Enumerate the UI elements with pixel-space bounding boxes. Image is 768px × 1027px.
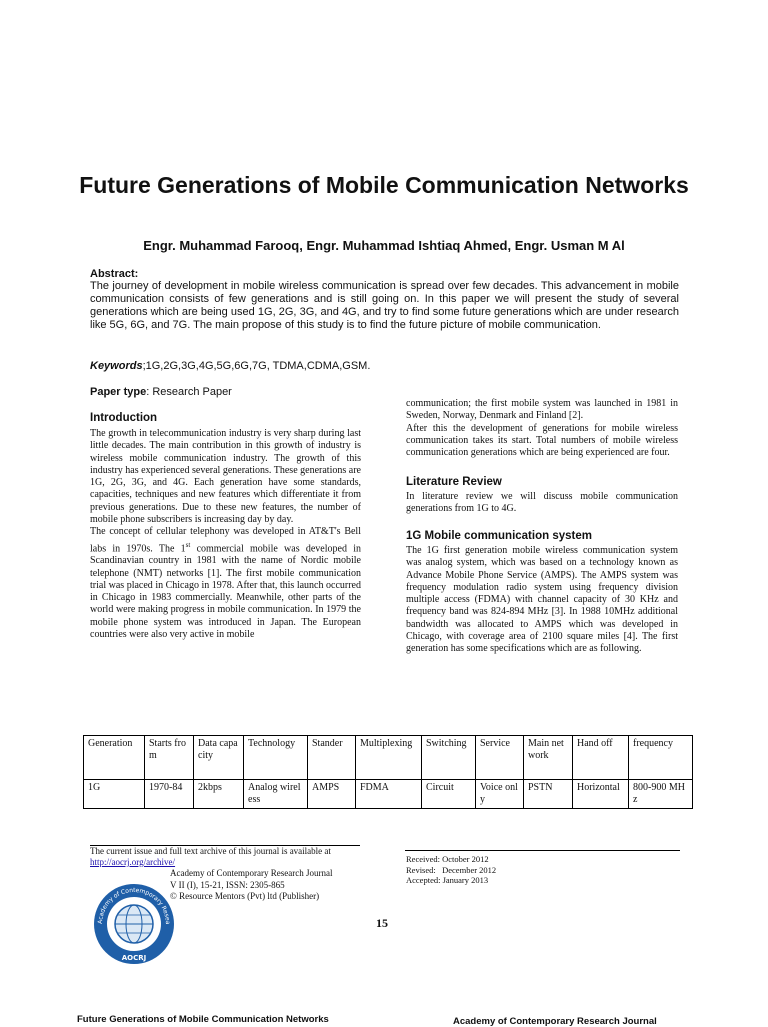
running-footer-right: Academy of Contemporary Research Journal — [453, 1016, 657, 1027]
introduction-p2-end: commercial mobile was developed in Scandinavian country in 1981 with the name of Nordic mobile telephone (NMT) networks [1]. The first mobile communication trial was placed in Chicago in 1978. After that, this launch occurred in Chicago in 1983 commercially. Meanwhile, other parts of the world were making progress in mobile communication. In 1979 the mobile phone system was introduced in Japan. The European countries were also very active in mobile — [90, 543, 361, 641]
introduction-p2-start: The concept of cellular telephony was developed in AT&T's Bell labs in 1970s. The 1 — [90, 526, 361, 554]
table-cell: Voice only — [476, 780, 524, 809]
table-header-cell: Generation — [84, 736, 145, 780]
table-cell: 800-900 MHz — [629, 780, 693, 809]
table-cell: FDMA — [356, 780, 422, 809]
journal-publisher: © Resource Mentors (Pvt) ltd (Publisher) — [170, 891, 320, 901]
table-header-cell: Main network — [524, 736, 573, 780]
literature-review-heading: Literature Review — [406, 476, 502, 488]
logo-ring-text: Academy of Contemporary Resea — [96, 886, 172, 925]
table-header-cell: Technology — [244, 736, 308, 780]
paper-type-line — [90, 386, 232, 398]
1g-section-heading: 1G Mobile communication system — [406, 530, 592, 542]
right-column-top — [406, 398, 678, 459]
introduction-heading: Introduction — [90, 412, 158, 424]
literature-review-text: In literature review we will discuss mobile communication generations from 1G to 4G. — [406, 491, 678, 515]
table-cell: AMPS — [308, 780, 356, 809]
journal-name: Academy of Contemporary Research Journal — [170, 868, 333, 878]
table-cell: Circuit — [422, 780, 476, 809]
1g-section-text: The 1G first generation mobile wireless communication system was analog system, which was based on a technology known as Advance Mobile Phone Service (AMPS). The AMPS system was frequency modulation radio system using frequency division multiple access (FDMA) with channel capacity of 30 KHz and frequency band was 824-894 MHz [3]. In 1988 10MHz additional bandwidth was allocated to AMPS which was developed in Chicago, with coverage area of 2100 square miles [4]. The first generation has some specifications which are as following. — [406, 545, 678, 655]
table-row — [84, 780, 693, 809]
revised-date: Revised: December 2012 — [406, 864, 497, 875]
table-header-cell: Stander — [308, 736, 356, 780]
accepted-date: Accepted: January 2013 — [406, 875, 489, 885]
archive-text: The current issue and full text archive of this journal is available at — [90, 846, 331, 856]
archive-note — [90, 846, 390, 868]
table-header-cell: Multiplexing — [356, 736, 422, 780]
running-footer-left: Future Generations of Mobile Communication Networks — [77, 1014, 329, 1025]
received-date: Received: October 2012 — [406, 854, 489, 864]
continuation-paragraph: communication; the first mobile system was launched in 1981 in Sweden, Norway, Denmark and Finland [2]. — [406, 398, 678, 422]
journal-info — [170, 868, 332, 903]
paper-authors: Engr. Muhammad Farooq, Engr. Muhammad Ishtiaq Ahmed, Engr. Usman M Al — [143, 238, 625, 253]
table-header-cell: Switching — [422, 736, 476, 780]
footer-divider-right — [405, 850, 680, 851]
introduction-paragraph-1: The growth in telecommunication industry is very sharp during last little decades. The main contribution in this growth of industry is wireless mobile communication industry. The growth of this industry has experienced several generations. These generations are 1G, 2G, 3G, and 4G. Each generation have some standards, capacities, techniques and new features which differentiate it from previous generations. Due to these new features, the number of mobile phone subscribers is increasing day by day. — [90, 428, 361, 526]
ordinal-superscript: st — [185, 540, 191, 549]
table-cell: Analog wireless — [244, 780, 308, 809]
table-cell: 1G — [84, 780, 145, 809]
introduction-paragraph-2 — [90, 526, 361, 641]
table-header-cell: frequency — [629, 736, 693, 780]
archive-link[interactable]: http://aocrj.org/archive/ — [90, 857, 176, 867]
paper-title: Future Generations of Mobile Communication Networks — [79, 172, 689, 198]
keywords-line — [90, 360, 370, 372]
after-paragraph: After this the development of generations for mobile wireless communication takes its start. Total numbers of mobile wireless communication generations which are being experienced are four. — [406, 422, 678, 459]
keywords-value: ;1G,2G,3G,4G,5G,6G,7G, TDMA,CDMA,GSM. — [142, 360, 371, 372]
page-number: 15 — [376, 916, 388, 930]
introduction-text — [90, 428, 361, 641]
journal-volume: V II (I), 15-21, ISSN: 2305-865 — [170, 879, 285, 890]
table-cell: 2kbps — [194, 780, 244, 809]
keywords-label: Keywords — [90, 360, 143, 372]
submission-dates — [406, 854, 496, 886]
table-header-cell: Service — [476, 736, 524, 780]
table-header-cell: Data capacity — [194, 736, 244, 780]
table-header-row — [84, 736, 693, 780]
abstract-heading: Abstract: — [90, 268, 139, 280]
table-cell: 1970-84 — [145, 780, 194, 809]
abstract-body: The journey of development in mobile wireless communication is spread over few decades. This advancement in mobile communication consists of few generations and is still going on. In this paper we will present the study of several generations which are being used 1G, 2G, 3G, and 4G, and try to find some future generations which are under research like 5G, 6G, and 7G. The main propose of this study is to find the future picture of mobile communication. — [90, 280, 679, 331]
logo-abbreviation: AOCRJ — [121, 954, 147, 962]
specification-table — [83, 735, 693, 809]
table-header-cell: Hand off — [573, 736, 629, 780]
paper-type-label: Paper type — [90, 386, 147, 398]
table-header-cell: Starts from — [145, 736, 194, 780]
table-cell: Horizontal — [573, 780, 629, 809]
paper-type-value: : Research Paper — [146, 386, 232, 398]
table-cell: PSTN — [524, 780, 573, 809]
journal-logo — [92, 882, 176, 966]
